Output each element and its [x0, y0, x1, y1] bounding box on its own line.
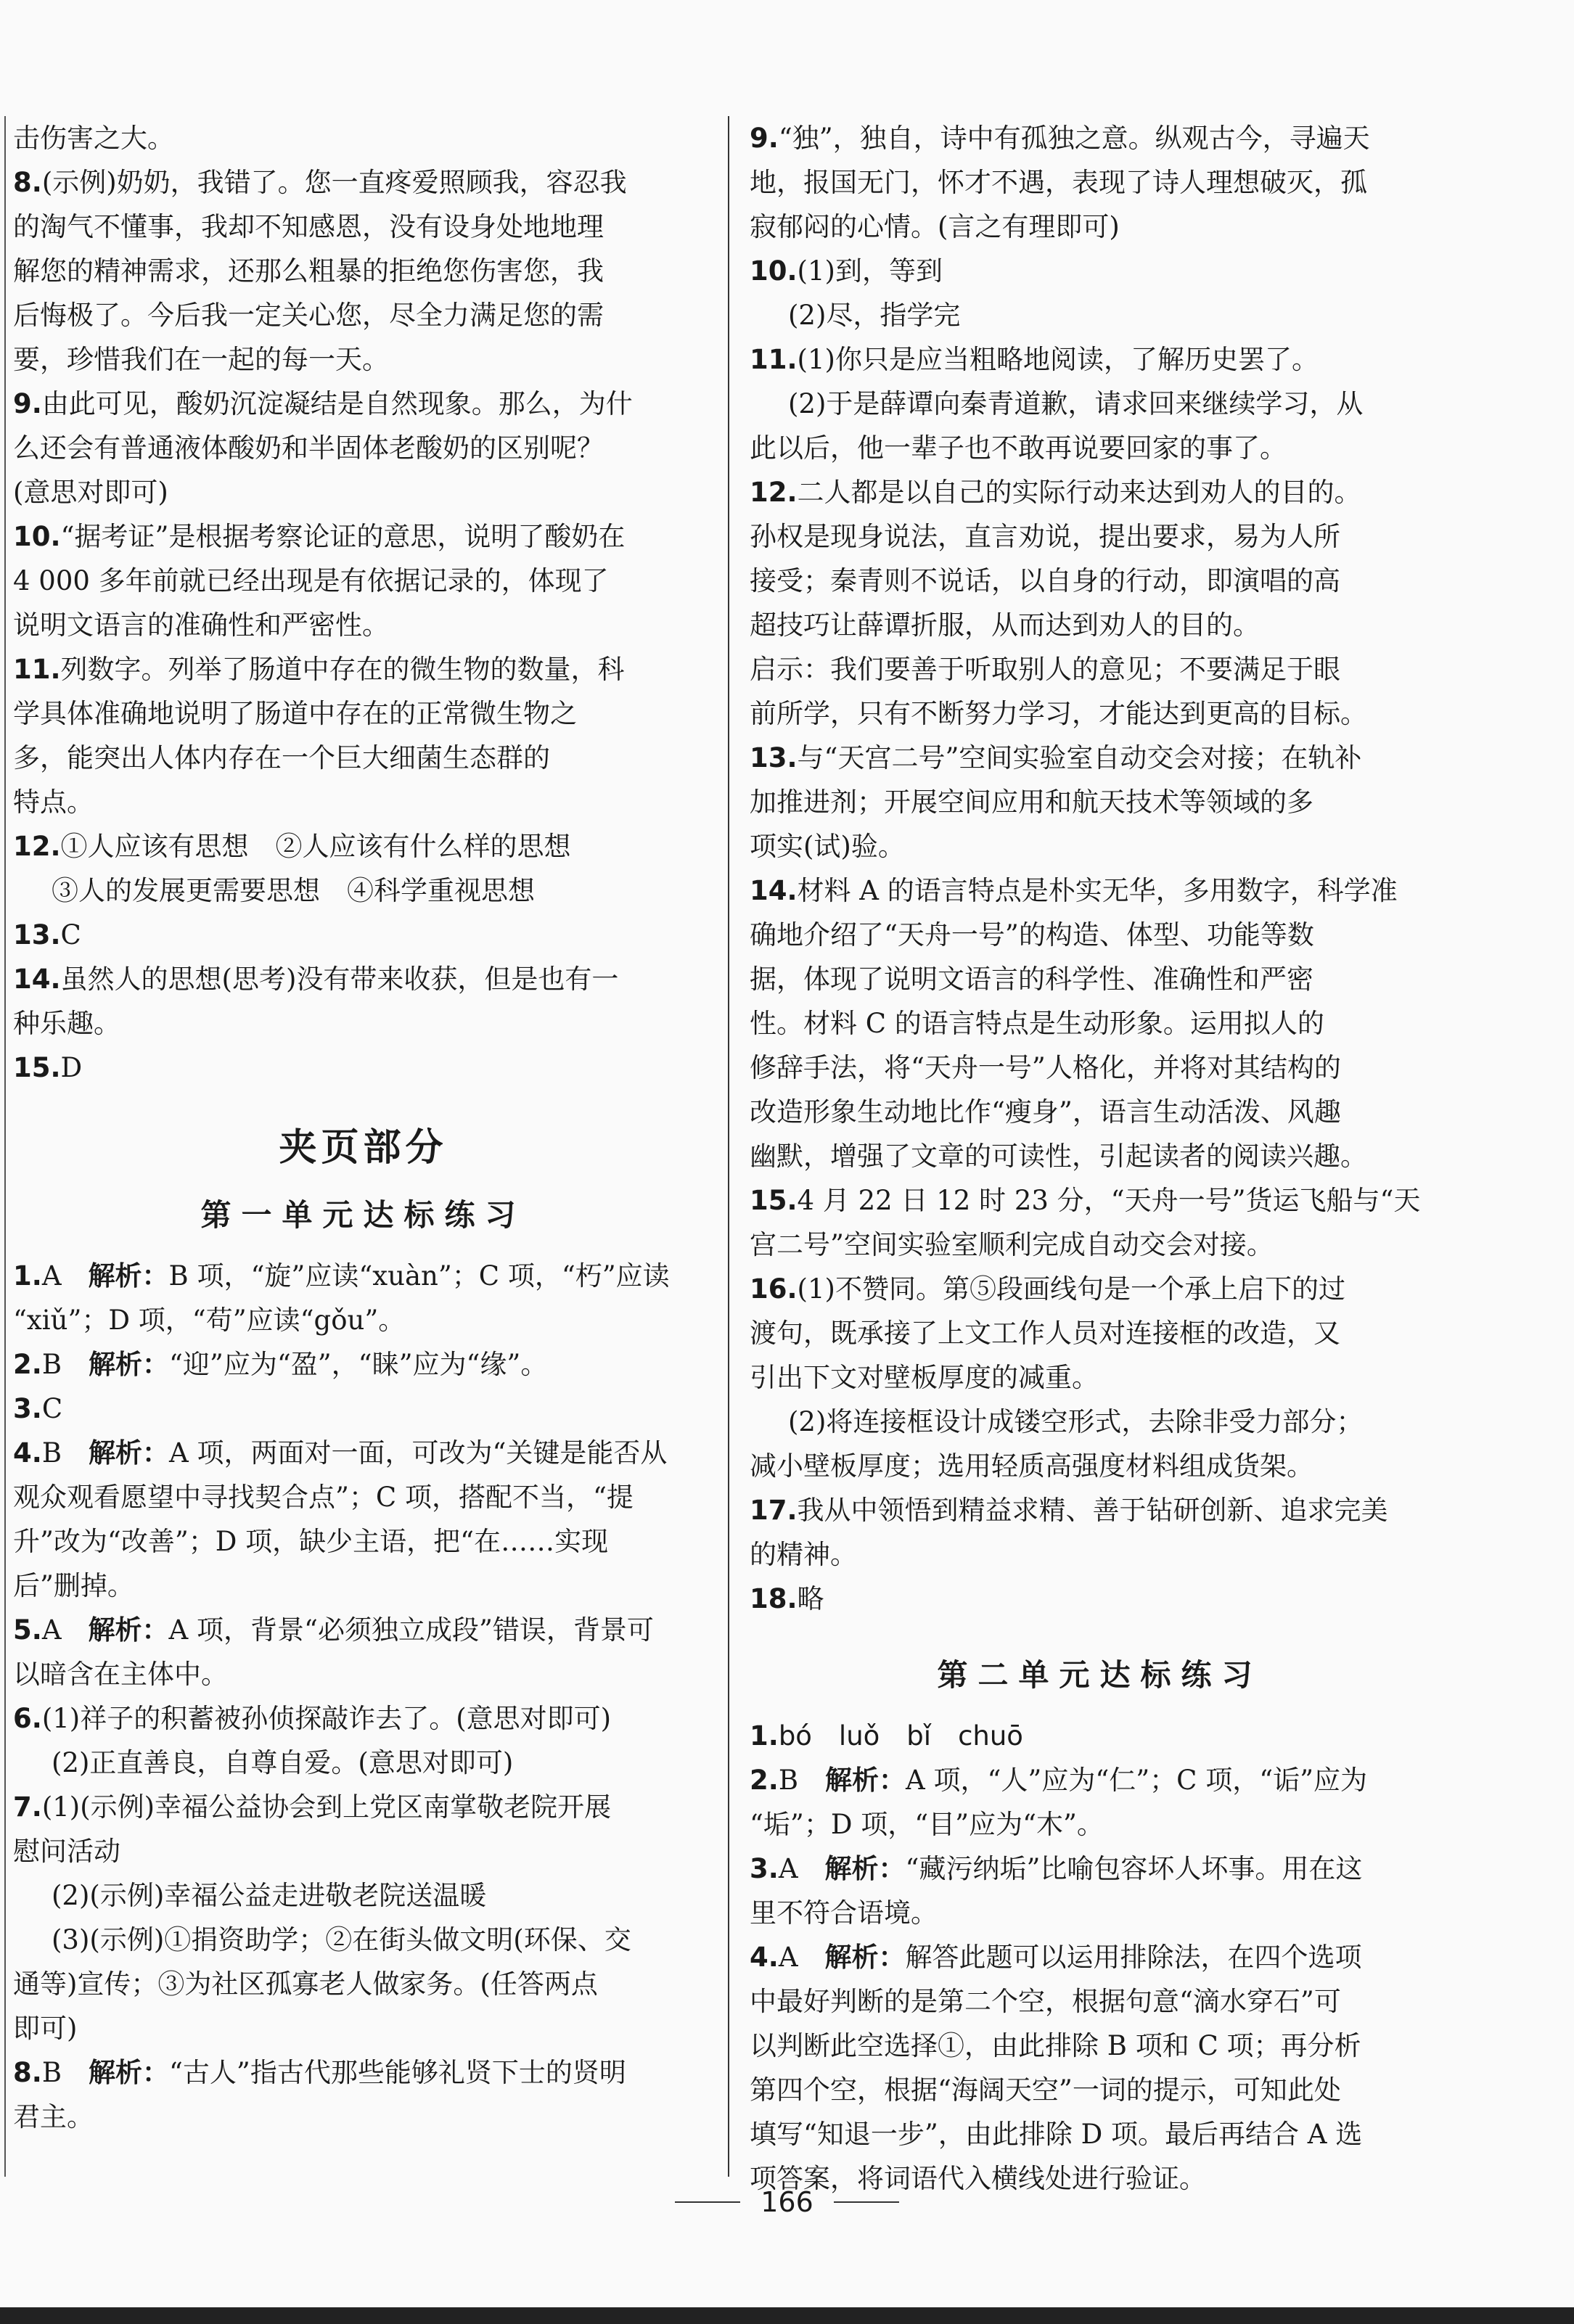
- question-number: 2.: [13, 1349, 42, 1380]
- answer-text: (3)(示例)①捐资助学；②在街头做文明(环保、交: [52, 1924, 631, 1955]
- question-number: 15.: [750, 1185, 798, 1216]
- bottom-edge-band: [0, 2307, 1574, 2324]
- page-number: 166: [761, 2186, 813, 2218]
- answer-continuation-line: [750, 1400, 1450, 1444]
- answer-continuation-line: [13, 1873, 713, 1918]
- answer-text: 说明文语言的准确性和严密性。: [13, 609, 389, 641]
- left-column: [13, 116, 713, 2139]
- answer-continuation-line: [13, 1564, 713, 1608]
- answer-continuation-line: [750, 1090, 1450, 1134]
- question-number: 3.: [13, 1393, 42, 1424]
- answer-text: 性。材料 C 的语言特点是生动形象。运用拟人的: [750, 1008, 1324, 1039]
- answer-line: [13, 1387, 713, 1431]
- answer-text: 以暗含在主体中。: [13, 1659, 228, 1690]
- answer-text: B: [41, 2057, 89, 2088]
- answer-text: A: [41, 1614, 89, 1646]
- answer-continuation-line: [13, 426, 713, 470]
- footer-rule-left: [675, 2201, 740, 2203]
- answer-text: (2)(示例)幸福公益走进敬老院送温暖: [52, 1880, 487, 1911]
- answer-text: (1)祥子的积蓄被孙侦探敲诈去了。(意思对即可): [41, 1703, 612, 1734]
- answer-text: bó luǒ bǐ chuō: [778, 1720, 1023, 1752]
- answer-continuation-line: [750, 426, 1450, 470]
- answer-continuation-line: [13, 691, 713, 736]
- answer-continuation-line: [750, 603, 1450, 647]
- answer-text: 解您的精神需求，还那么粗暴的拒绝您伤害您，我: [13, 255, 604, 287]
- answer-continuation-line: [750, 514, 1450, 559]
- answer-line: [750, 470, 1450, 514]
- question-number: 5.: [13, 1614, 42, 1646]
- answer-continuation-line: [750, 691, 1450, 736]
- answer-line: [13, 957, 713, 1001]
- answer-text: “据考证”是根据考察论证的意思，说明了酸奶在: [60, 521, 626, 552]
- answer-text: D: [60, 1052, 83, 1083]
- answer-continuation-line: [13, 249, 713, 293]
- answer-continuation-line: [13, 780, 713, 824]
- answer-text: 通等)宣传；③为社区孤寡老人做家务。(任答两点: [13, 1968, 598, 2000]
- answer-line: [750, 1935, 1450, 1979]
- answer-text: 4 000 多年前就已经出现是有依据记录的，体现了: [13, 565, 609, 596]
- answer-text: (1)不赞同。第⑤段画线句是一个承上启下的过: [797, 1273, 1345, 1305]
- answer-text: (2)尽，指学完: [788, 300, 961, 331]
- answer-text: ①人应该有思想 ②人应该有什么样的思想: [60, 831, 571, 862]
- answer-text: 我从中领悟到精益求精、善于钻研创新、追求完美: [797, 1495, 1388, 1526]
- right-answers: [750, 116, 1450, 1621]
- answer-line: [750, 1758, 1450, 1802]
- answer-text: 加推进剂；开展空间应用和航天技术等领域的多: [750, 787, 1313, 818]
- answer-text: 确地介绍了“天舟一号”的构造、体型、功能等数: [750, 919, 1314, 950]
- answer-continuation-line: [750, 160, 1450, 205]
- answer-continuation-line: [750, 382, 1450, 426]
- answer-continuation-line: [750, 2112, 1450, 2156]
- answer-continuation-line: [13, 1962, 713, 2006]
- answer-text: 即可): [13, 2013, 78, 2044]
- answer-text: 击伤害之大。: [13, 123, 174, 154]
- answer-text: 虽然人的思想(思考)没有带来收获，但是也有一: [60, 964, 619, 995]
- answer-text: 据，体现了说明文语言的科学性、准确性和严密: [750, 964, 1313, 995]
- answer-continuation-line: [13, 1918, 713, 1962]
- answer-line: [13, 1046, 713, 1090]
- question-number: 1.: [13, 1260, 42, 1292]
- analysis-text: A 项，“人”应为“仁”；C 项，“诟”应为: [906, 1765, 1368, 1796]
- answer-line: [750, 869, 1450, 913]
- answer-text: 二人都是以自己的实际行动来达到劝人的目的。: [797, 477, 1361, 508]
- answer-line: [750, 1714, 1450, 1758]
- analysis-label: 解析：: [824, 1853, 906, 1884]
- answer-text: 项实(试)验。: [750, 831, 905, 862]
- answer-continuation-line: [750, 1444, 1450, 1488]
- answer-text: A: [778, 1853, 825, 1884]
- answer-continuation-line: [750, 1532, 1450, 1577]
- answer-text: 特点。: [13, 787, 94, 818]
- answer-text: 引出下文对壁板厚度的减重。: [750, 1362, 1099, 1393]
- answer-text: 材料 A 的语言特点是朴实无华，多用数字，科学准: [797, 875, 1398, 906]
- answer-line: [13, 382, 713, 426]
- answer-text: 改造形象生动地比作“瘦身”，语言生动活泼、风趣: [750, 1096, 1341, 1128]
- question-number: 14.: [750, 875, 798, 906]
- analysis-label: 解析：: [88, 1260, 169, 1292]
- answer-line: [13, 1254, 713, 1298]
- answer-text: 中最好判断的是第二个空，根据句意“滴水穿石”可: [750, 1986, 1341, 2017]
- answer-text: 此以后，他一辈子也不敢再说要回家的事了。: [750, 432, 1287, 464]
- analysis-label: 解析：: [824, 1942, 906, 1973]
- answer-continuation-line: [13, 2095, 713, 2139]
- question-number: 12.: [13, 831, 61, 862]
- question-number: 16.: [750, 1273, 798, 1305]
- right-column: [750, 116, 1450, 2201]
- answer-continuation-line: [13, 736, 713, 780]
- answer-continuation-line: [13, 1519, 713, 1564]
- answer-line: [13, 1785, 713, 1829]
- answer-continuation-line: [750, 1223, 1450, 1267]
- answer-text: C: [41, 1393, 63, 1424]
- answer-continuation-line: [750, 1355, 1450, 1400]
- answer-text: (2)正直善良，自尊自爱。(意思对即可): [52, 1747, 514, 1778]
- answer-line: [13, 514, 713, 559]
- answer-continuation-line: [13, 337, 713, 382]
- answer-continuation-line: [13, 293, 713, 337]
- answer-continuation-line: [750, 293, 1450, 337]
- answer-text: 以判断此空选择①，由此排除 B 项和 C 项；再分析: [750, 2030, 1361, 2061]
- answer-text: 修辞手法，将“天舟一号”人格化，并将对其结构的: [750, 1052, 1341, 1083]
- question-number: 6.: [13, 1703, 42, 1734]
- answer-text: (1)(示例)幸福公益协会到上党区南掌敬老院开展: [41, 1791, 612, 1823]
- answer-text: 渡句，既承接了上文工作人员对连接框的改造，又: [750, 1318, 1340, 1349]
- answer-text: 略: [797, 1583, 824, 1614]
- footer-rule-right: [834, 2201, 899, 2203]
- answer-line: [13, 1342, 713, 1387]
- answer-line: [13, 647, 713, 691]
- answer-continuation-line: [13, 559, 713, 603]
- answer-text: B: [778, 1765, 826, 1796]
- answer-continuation-line: [13, 1741, 713, 1785]
- question-number: 13.: [750, 742, 798, 773]
- analysis-text: 解答此题可以运用排除法，在四个选项: [905, 1942, 1362, 1973]
- answer-continuation-line: [13, 2006, 713, 2050]
- answer-text: 的精神。: [750, 1539, 857, 1570]
- answer-continuation-line: [13, 1298, 713, 1342]
- answer-text: “独”，独自，诗中有孤独之意。纵观古今，寻遍天: [778, 123, 1370, 154]
- page-footer: [0, 2180, 1574, 2224]
- answer-text: 后”删掉。: [13, 1570, 134, 1601]
- answer-continuation-line: [13, 205, 713, 249]
- answer-continuation-line: [750, 1046, 1450, 1090]
- answer-continuation-line: [750, 824, 1450, 869]
- answer-text: 列数字。列举了肠道中存在的微生物的数量，科: [60, 654, 625, 685]
- answer-text: B: [41, 1437, 89, 1469]
- section-title: 夹页部分: [279, 1126, 448, 1170]
- answer-text: (2)将连接框设计成镂空形式，去除非受力部分；: [788, 1406, 1364, 1437]
- answer-text: A: [41, 1260, 89, 1292]
- answer-continuation-line: [13, 1829, 713, 1873]
- answer-text: 学具体准确地说明了肠道中存在的正常微生物之: [13, 698, 577, 729]
- answer-continuation-line: [750, 559, 1450, 603]
- question-number: 11.: [750, 344, 798, 375]
- answer-text: 填写“知退一步”，由此排除 D 项。最后再结合 A 选: [750, 2119, 1363, 2150]
- answer-text: 超技巧让薛谭折服，从而达到劝人的目的。: [750, 609, 1260, 641]
- answer-continuation-line: [13, 1001, 713, 1046]
- question-number: 12.: [750, 477, 798, 508]
- answer-text: 宫二号”空间实验室顺利完成自动交会对接。: [750, 1229, 1274, 1260]
- question-number: 4.: [750, 1942, 779, 1973]
- analysis-label: 解析：: [89, 2057, 170, 2088]
- answer-text: 幽默，增强了文章的可读性，引起读者的阅读兴趣。: [750, 1141, 1367, 1172]
- answer-line: [750, 249, 1450, 293]
- answer-text: B: [41, 1349, 89, 1380]
- analysis-label: 解析：: [89, 1349, 170, 1380]
- answer-continuation-line: [750, 2024, 1450, 2068]
- answer-line: [13, 160, 713, 205]
- answer-continuation-line: [13, 1475, 713, 1519]
- answer-line: [750, 736, 1450, 780]
- answer-continuation-line: [750, 205, 1450, 249]
- question-number: 15.: [13, 1052, 61, 1083]
- answer-text: 观众观看愿望中寻找契合点”；C 项，搭配不当，“提: [13, 1482, 634, 1513]
- question-number: 18.: [750, 1583, 798, 1614]
- answer-text: A: [778, 1942, 825, 1973]
- answer-text: 与“天宫二号”空间实验室自动交会对接；在轨补: [797, 742, 1362, 773]
- analysis-text: A 项，两面对一面，可改为“关键是能否从: [169, 1437, 668, 1469]
- answer-text: 里不符合语境。: [750, 1897, 938, 1929]
- answer-text: 孙权是现身说法，直言劝说，提出要求，易为人所: [750, 521, 1340, 552]
- analysis-label: 解析：: [88, 1614, 169, 1646]
- answer-text: (意思对即可): [13, 477, 168, 508]
- answer-continuation-line: [13, 869, 713, 913]
- answer-text: (1)到，等到: [797, 255, 943, 287]
- answer-continuation-line: [750, 957, 1450, 1001]
- answer-line: [13, 824, 713, 869]
- answer-text: 么还会有普通液体酸奶和半固体老酸奶的区别呢？: [13, 432, 604, 464]
- question-number: 11.: [13, 654, 61, 685]
- answer-text: 后悔极了。今后我一定关心您，尽全力满足您的需: [13, 300, 604, 331]
- answer-text: (2)于是薛谭向秦青道歉，请求回来继续学习，从: [788, 388, 1364, 419]
- answer-continuation-line: [750, 913, 1450, 957]
- left-margin-rule: [4, 116, 6, 2177]
- analysis-text: “藏污纳垢”比喻包容坏人坏事。用在这: [905, 1853, 1363, 1884]
- analysis-text: B 项，“旋”应读“xuàn”；C 项，“朽”应读: [168, 1260, 670, 1292]
- answer-line: [13, 913, 713, 957]
- answer-line: [750, 1488, 1450, 1532]
- answer-text: 第四个空，根据“海阔天空”一词的提示，可知此处: [750, 2074, 1341, 2106]
- analysis-text: “迎”应为“盈”，“睐”应为“缘”。: [169, 1349, 548, 1380]
- column-divider: [728, 116, 729, 2177]
- question-number: 14.: [13, 964, 61, 995]
- answer-text: 君主。: [13, 2101, 94, 2132]
- question-number: 10.: [750, 255, 798, 287]
- analysis-label: 解析：: [89, 1437, 170, 1469]
- question-number: 1.: [750, 1720, 779, 1752]
- answer-continuation-line: [750, 1891, 1450, 1935]
- answer-text: (示例)奶奶，我错了。您一直疼爱照顾我，容忍我: [41, 167, 627, 198]
- answer-text: 接受；秦青则不说话，以自身的行动，即演唱的高: [750, 565, 1340, 596]
- answer-line: [13, 1696, 713, 1741]
- answer-line: [750, 337, 1450, 382]
- answer-text: 慰问活动: [13, 1836, 120, 1867]
- answer-line: [750, 116, 1450, 160]
- question-number: 17.: [750, 1495, 798, 1526]
- question-number: 3.: [750, 1853, 779, 1884]
- answer-text: 要，珍惜我们在一起的每一天。: [13, 344, 389, 375]
- answer-text: 4 月 22 日 12 时 23 分，“天舟一号”货运飞船与“天: [797, 1185, 1421, 1216]
- unit-one-title: 第一单元达标练习: [200, 1197, 526, 1233]
- analysis-text: A 项，背景“必须独立成段”错误，背景可: [168, 1614, 654, 1646]
- question-number: 13.: [13, 919, 61, 950]
- answer-continuation-line: [750, 2068, 1450, 2112]
- unit-two-answers: [750, 1714, 1450, 2201]
- answer-line: [13, 1608, 713, 1652]
- unit-one-answers: [13, 1254, 713, 2139]
- answer-continuation-line: [750, 1001, 1450, 1046]
- answer-text: 种乐趣。: [13, 1008, 120, 1039]
- answer-continuation-line: [13, 470, 713, 514]
- question-number: 9.: [750, 123, 779, 154]
- left-answers: [13, 116, 713, 1090]
- answer-text: ③人的发展更需要思想 ④科学重视思想: [52, 875, 535, 906]
- answer-line: [750, 1267, 1450, 1311]
- analysis-text: “古人”指古代那些能够礼贤下士的贤明: [169, 2057, 626, 2088]
- answer-continuation-line: [750, 1979, 1450, 2024]
- question-number: 8.: [13, 167, 42, 198]
- answer-text: 前所学，只有不断努力学习，才能达到更高的目标。: [750, 698, 1367, 729]
- answer-line: [13, 1431, 713, 1475]
- answer-continuation-line: [750, 647, 1450, 691]
- answer-text: “xiǔ”；D 项，“苟”应读“gǒu”。: [13, 1305, 406, 1336]
- question-number: 10.: [13, 521, 61, 552]
- question-number: 4.: [13, 1437, 42, 1469]
- answer-text: 多，能突出人体内存在一个巨大细菌生态群的: [13, 742, 550, 773]
- answer-line: [750, 1847, 1450, 1891]
- answer-text: 减小壁板厚度；选用轻质高强度材料组成货架。: [750, 1450, 1313, 1482]
- answer-continuation-line: [750, 1802, 1450, 1847]
- unit-two-title: 第二单元达标练习: [937, 1657, 1263, 1693]
- answer-continuation-line: [13, 116, 713, 160]
- answer-continuation-line: [750, 1311, 1450, 1355]
- answer-continuation-line: [750, 1134, 1450, 1178]
- question-number: 2.: [750, 1765, 779, 1796]
- question-number: 9.: [13, 388, 42, 419]
- answer-text: C: [60, 919, 81, 950]
- answer-text: 地，报国无门，怀才不遇，表现了诗人理想破灭，孤: [750, 167, 1367, 198]
- answer-continuation-line: [750, 780, 1450, 824]
- answer-line: [750, 1178, 1450, 1223]
- answer-line: [750, 1577, 1450, 1621]
- answer-text: 的淘气不懂事，我却不知感恩，没有设身处地地理: [13, 211, 604, 242]
- answer-continuation-line: [13, 1652, 713, 1696]
- answer-text: (1)你只是应当粗略地阅读，了解历史罢了。: [797, 344, 1319, 375]
- answer-continuation-line: [13, 603, 713, 647]
- answer-text: 升”改为“改善”；D 项，缺少主语，把“在……实现: [13, 1526, 609, 1557]
- answer-text: “垢”；D 项，“目”应为“木”。: [750, 1809, 1104, 1840]
- analysis-label: 解析：: [825, 1765, 906, 1796]
- answer-text: 寂郁闷的心情。(言之有理即可): [750, 211, 1120, 242]
- answer-text: 启示：我们要善于听取别人的意见；不要满足于眼: [750, 654, 1340, 685]
- answer-text: 项答案，将词语代入横线处进行验证。: [750, 2163, 1206, 2194]
- question-number: 7.: [13, 1791, 42, 1823]
- answer-text: 由此可见，酸奶沉淀凝结是自然现象。那么，为什: [41, 388, 633, 419]
- question-number: 8.: [13, 2057, 42, 2088]
- answer-line: [13, 2050, 713, 2095]
